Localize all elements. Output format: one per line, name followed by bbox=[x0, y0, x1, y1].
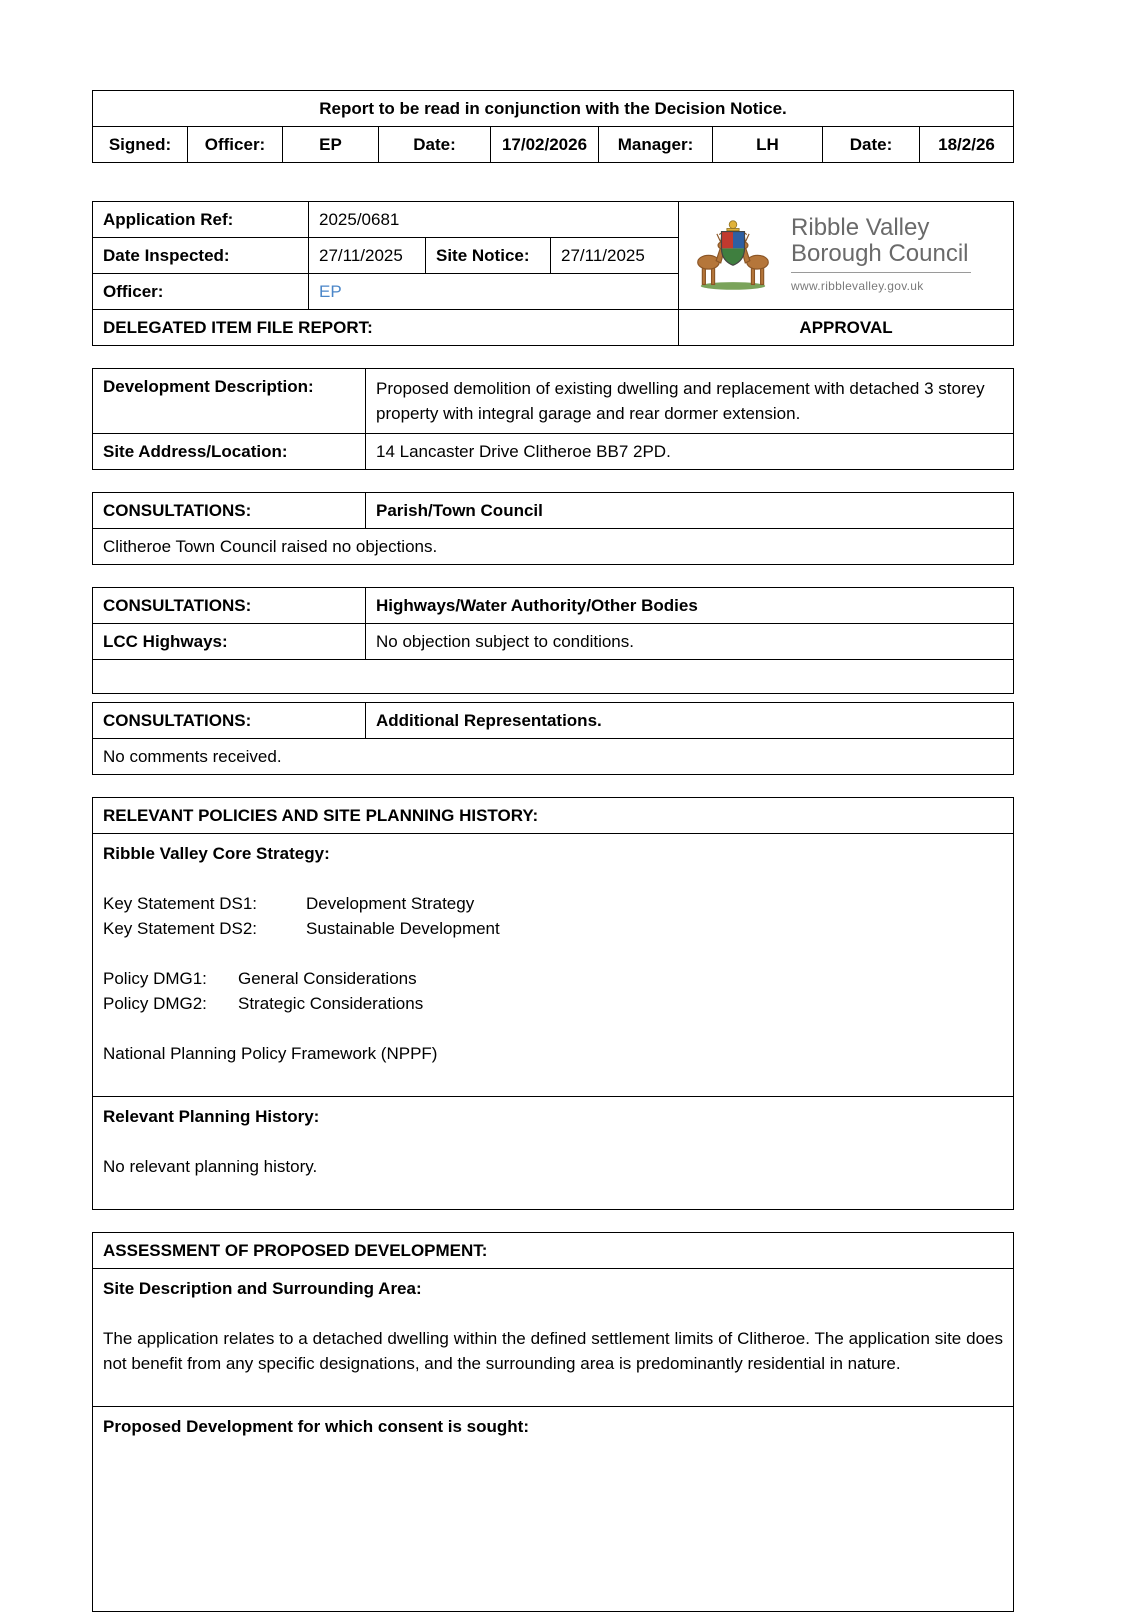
spacer bbox=[92, 346, 1013, 368]
logo-divider bbox=[791, 272, 971, 273]
planning-history-body: No relevant planning history. bbox=[103, 1157, 318, 1176]
officer-row-label: Officer: bbox=[93, 274, 309, 310]
policies-body bbox=[93, 834, 1014, 1097]
application-ref-label: Application Ref: bbox=[93, 202, 309, 238]
proposed-development-heading: Proposed Development for which consent is sought: bbox=[103, 1417, 529, 1436]
blank-line bbox=[103, 1129, 1003, 1154]
site-description-body: The application relates to a detached dwelling within the defined settlement limits of Clitheroe. The application site does not benefit from any specific designations, and the surrounding area is predominantly residential in nature. bbox=[103, 1329, 1003, 1373]
manager-date-value: 18/2/26 bbox=[920, 127, 1014, 163]
manager-initials: LH bbox=[713, 127, 823, 163]
key-statement-code: Key Statement DS2: bbox=[103, 919, 258, 938]
report-title: DELEGATED ITEM FILE REPORT: bbox=[93, 310, 679, 346]
lcc-highways-value: No objection subject to conditions. bbox=[366, 624, 1014, 660]
policies-table bbox=[92, 797, 1014, 1210]
site-description-heading: Site Description and Surrounding Area: bbox=[103, 1279, 422, 1298]
spacer bbox=[92, 565, 1013, 587]
council-name-line1: Ribble Valley bbox=[791, 213, 930, 241]
consultations-label: CONSULTATIONS: bbox=[93, 588, 366, 624]
consultation-highways-table bbox=[92, 587, 1014, 694]
development-table bbox=[92, 368, 1014, 470]
blank-line bbox=[103, 941, 1003, 966]
assessment-title: ASSESSMENT OF PROPOSED DEVELOPMENT: bbox=[93, 1233, 1014, 1269]
lcc-highways-label: LCC Highways: bbox=[93, 624, 366, 660]
key-statement-item bbox=[103, 916, 1003, 941]
consultation-parish-table bbox=[92, 492, 1014, 565]
signoff-table bbox=[92, 90, 1014, 163]
site-address-label: Site Address/Location: bbox=[93, 434, 366, 470]
spacer bbox=[92, 163, 1013, 201]
development-description-label: Development Description: bbox=[93, 369, 366, 434]
site-notice-value: 27/11/2025 bbox=[551, 238, 679, 274]
development-description-value: Proposed demolition of existing dwelling and replacement with detached 3 storey property with integral garage and rear dormer extension. bbox=[366, 369, 1014, 434]
spacer bbox=[92, 694, 1013, 702]
date-inspected-value: 27/11/2025 bbox=[309, 238, 426, 274]
officer-label: Officer: bbox=[188, 127, 283, 163]
consultation-heading: Highways/Water Authority/Other Bodies bbox=[366, 588, 1014, 624]
site-address-value: 14 Lancaster Drive Clitheroe BB7 2PD. bbox=[366, 434, 1014, 470]
key-statement-name: Sustainable Development bbox=[306, 919, 500, 938]
council-logo bbox=[679, 202, 1014, 310]
key-statement-code: Key Statement DS1: bbox=[103, 894, 258, 913]
officer-row-value: EP bbox=[309, 274, 679, 310]
manager-label: Manager: bbox=[599, 127, 713, 163]
application-header-table bbox=[92, 201, 1014, 346]
framework-line: National Planning Policy Framework (NPPF) bbox=[103, 1044, 438, 1063]
consultations-label: CONSULTATIONS: bbox=[93, 703, 366, 739]
policy-name: Strategic Considerations bbox=[238, 994, 424, 1013]
date-value: 17/02/2026 bbox=[491, 127, 599, 163]
key-statement-name: Development Strategy bbox=[306, 894, 475, 913]
manager-date-label: Date: bbox=[823, 127, 920, 163]
site-notice-label: Site Notice: bbox=[426, 238, 551, 274]
signoff-header: Report to be read in conjunction with the Decision Notice. bbox=[93, 91, 1014, 127]
key-statement-item bbox=[103, 891, 1003, 916]
council-name-line2: Borough Council bbox=[791, 239, 969, 267]
site-description-cell bbox=[93, 1269, 1014, 1407]
policy-code: Policy DMG1: bbox=[103, 969, 207, 988]
date-label: Date: bbox=[379, 127, 491, 163]
planning-history-cell bbox=[93, 1097, 1014, 1210]
blank-line bbox=[103, 1016, 1003, 1041]
officer-initials: EP bbox=[283, 127, 379, 163]
signed-label: Signed: bbox=[93, 127, 188, 163]
consultation-additional-table bbox=[92, 702, 1014, 775]
assessment-table bbox=[92, 1232, 1014, 1612]
consultation-heading: Additional Representations. bbox=[366, 703, 1014, 739]
spacer bbox=[92, 775, 1013, 797]
decision-badge: APPROVAL bbox=[679, 310, 1014, 346]
policies-title: RELEVANT POLICIES AND SITE PLANNING HISTORY: bbox=[93, 798, 1014, 834]
policy-code: Policy DMG2: bbox=[103, 994, 207, 1013]
core-strategy-heading: Ribble Valley Core Strategy: bbox=[103, 844, 330, 863]
council-website: www.ribblevalley.gov.uk bbox=[791, 278, 924, 293]
policy-name: General Considerations bbox=[238, 969, 417, 988]
empty-row bbox=[93, 660, 1014, 694]
ribble-valley-crest-icon bbox=[687, 211, 779, 300]
consultations-label: CONSULTATIONS: bbox=[93, 493, 366, 529]
blank-line bbox=[103, 1301, 1003, 1326]
consultation-heading: Parish/Town Council bbox=[366, 493, 1014, 529]
policy-item bbox=[103, 966, 1003, 991]
policy-item bbox=[103, 991, 1003, 1016]
consultation-body: Clitheroe Town Council raised no objections. bbox=[93, 529, 1014, 565]
spacer bbox=[92, 470, 1013, 492]
consultation-body: No comments received. bbox=[93, 739, 1014, 775]
planning-history-heading: Relevant Planning History: bbox=[103, 1107, 320, 1126]
blank-line bbox=[103, 866, 1003, 891]
application-ref-value: 2025/0681 bbox=[309, 202, 679, 238]
spacer bbox=[92, 1210, 1013, 1232]
date-inspected-label: Date Inspected: bbox=[93, 238, 309, 274]
proposed-development-cell bbox=[93, 1407, 1014, 1612]
report-page bbox=[92, 0, 1013, 1612]
